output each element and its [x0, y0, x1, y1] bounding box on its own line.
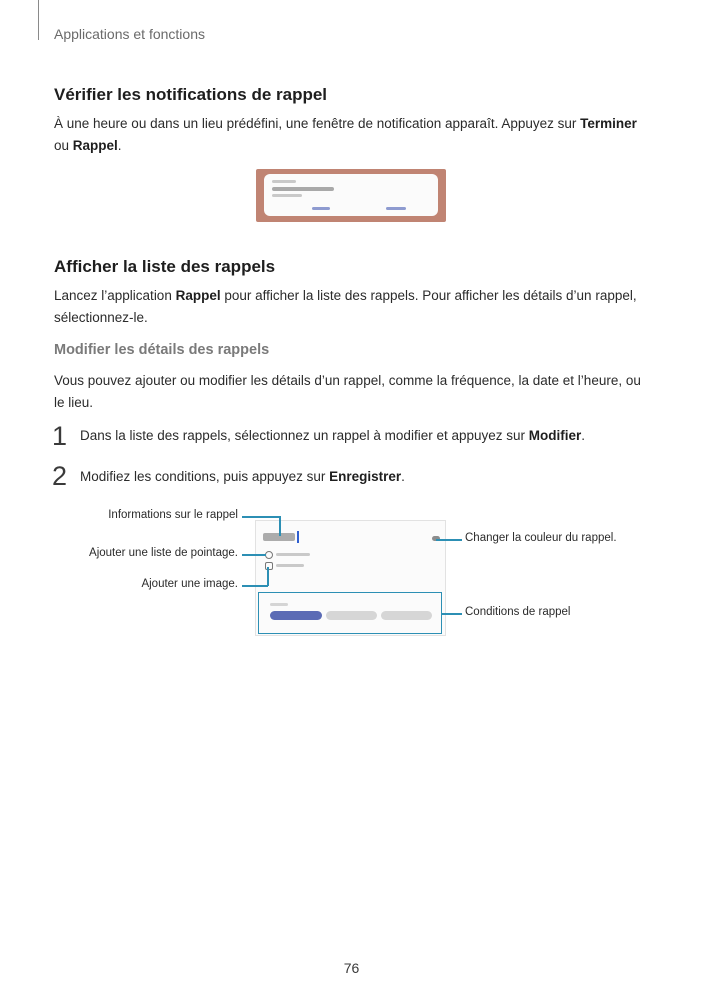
text-cursor	[297, 531, 299, 543]
callout-color-line	[436, 539, 462, 541]
step-number-2: 2	[52, 461, 68, 491]
callout-image: Ajouter une image.	[141, 578, 238, 590]
dismiss-button[interactable]	[312, 207, 330, 210]
step-text-1: Dans la liste des rappels, sélectionnez un rappel à modifier et appuyez sur Modifier.	[80, 428, 586, 443]
section-title-notifications: Vérifier les notifications de rappel	[54, 85, 328, 104]
step-number-1: 1	[52, 421, 68, 451]
step-text-2: Modifiez les conditions, puis appuyez sur Enregistrer.	[80, 469, 405, 484]
callout-info: Informations sur le rappel	[108, 509, 238, 521]
callout-checklist-line	[242, 554, 266, 556]
notification-title-line	[272, 187, 334, 191]
snooze-button[interactable]	[386, 207, 406, 210]
callout-info-drop	[279, 516, 281, 536]
callout-conditions: Conditions de rappel	[465, 606, 571, 618]
callout-info-line	[242, 516, 280, 518]
callout-image-drop	[267, 567, 269, 586]
section-title-list: Afficher la liste des rappels	[54, 257, 276, 276]
checklist-label-line	[276, 553, 310, 556]
notification-app-line	[272, 180, 296, 183]
section-body-notifications: À une heure ou dans un lieu prédéfini, une fenêtre de notification apparaît. Appuyez sur Terminer ou Rappel.	[54, 116, 637, 153]
running-head: Applications et fonctions	[54, 26, 205, 42]
subsection-body-edit: Vous pouvez ajouter ou modifier les détails d’un rappel, comme la fréquence, la date et l’heure, ou le lieu.	[54, 373, 641, 410]
checklist-icon[interactable]	[265, 551, 273, 559]
page-number: 76	[343, 960, 360, 976]
callout-image-line	[242, 585, 268, 587]
callout-color: Changer la couleur du rappel.	[465, 532, 617, 544]
section-body-list: Lancez l’application Rappel pour afficher la liste des rappels. Pour afficher les détails d’un rappel, sélectionnez-le.	[54, 288, 637, 325]
image-label-line	[276, 564, 304, 567]
conditions-highlight-box	[258, 592, 442, 634]
callout-checklist: Ajouter une liste de pointage.	[89, 547, 238, 559]
notification-screenshot	[256, 169, 446, 222]
subsection-title-edit: Modifier les détails des rappels	[54, 342, 270, 358]
header-rule	[38, 0, 39, 40]
callout-conditions-line	[441, 613, 462, 615]
notification-time-line	[272, 194, 302, 197]
notification-popup	[264, 174, 438, 216]
